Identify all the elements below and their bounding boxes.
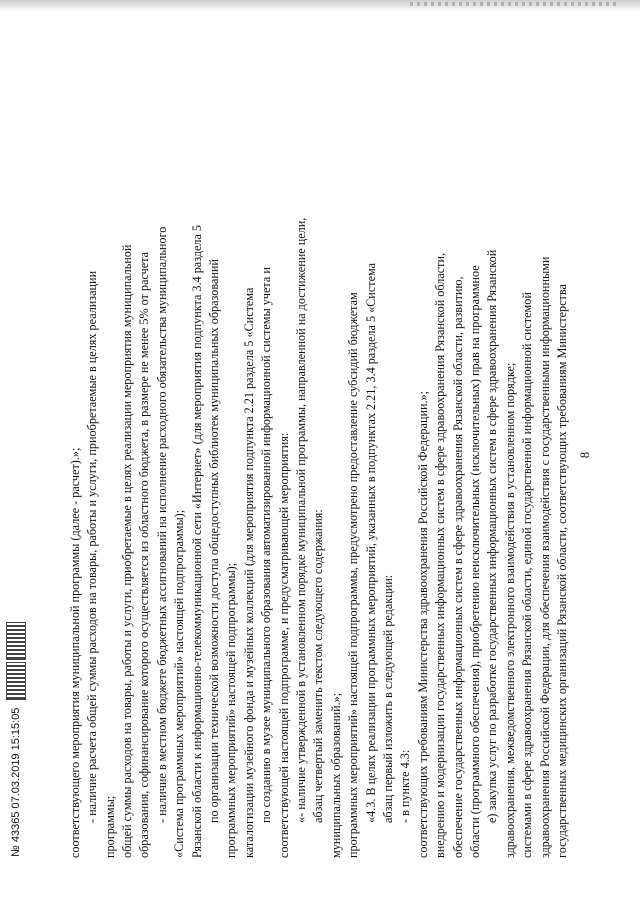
text-line: внедрению и модернизации государственных информационных систем в сфере здравоохранения Рязанской области, xyxy=(433,252,448,858)
text-line: соответствующей настоящей подпрограмме, и предусматривающей мероприятия: xyxy=(276,432,291,858)
text-line: - в пункте 4.3: xyxy=(398,749,413,823)
text-line: соответствующих требованиям Министерства здравоохранения Российской Федерации.»; xyxy=(415,390,430,858)
text-line: «4.3. В целях реализации программных мероприятий, указанных в подпунктах 2.21, 3.4 раздела 5 «Система xyxy=(363,262,378,823)
text-line: Рязанской области к информационно-телекоммуникационной сети «Интернет» (для мероприятия подпункта 3.4 раздела 5 xyxy=(189,224,204,858)
text-line: программы; xyxy=(102,795,117,858)
text-line: системами в сфере здравоохранения Рязанской области, единой государственной информационной системой xyxy=(520,292,535,858)
text-line: «- наличие утвержденной в установленном порядке муниципальной программы, направленной на достижение цели, xyxy=(294,217,308,823)
text-line: муниципальных образований.»; xyxy=(328,692,343,858)
text-line: образования, софинансирование которого осуществляется из областного бюджета, в размере не менее 5% от расчета xyxy=(137,251,152,858)
text-line: общей суммы расходов на товары, работы и услуги, приобретаемые в целях реализации мероприятия муниципальной xyxy=(120,244,134,858)
text-line: области (программного обеспечения), приобретению неисключительных (исключительных) прав на программное xyxy=(468,265,482,858)
text-line: абзац первый изложить в следующей редакции: xyxy=(381,574,395,823)
footer-doc-number: № 43365 07.03.2019 15:15:05 xyxy=(10,707,22,857)
barcode-stamp-icon xyxy=(6,622,26,660)
text-line: по организации технической возможности доступа общедоступных библиотек муниципальных образований xyxy=(207,259,221,823)
text-line: - наличие расчета общей суммы расходов на товары, работы и услуги, приобретаемые в целях реализации xyxy=(85,270,100,823)
text-line: государственных медицинских организаций Рязанской области, соответствующих требованиям Министерства xyxy=(555,284,569,858)
text-line: соответствующего мероприятия муниципальной программы (далее - расчет).»; xyxy=(67,447,82,858)
text-line: - наличие в местном бюджете бюджетных ассигнований на исполнение расходного обязательства муниципального xyxy=(154,226,169,823)
text-line: здравоохранения Российской Федерации, для обеспечения взаимодействия с государственными информационными xyxy=(537,256,552,858)
text-line: программных мероприятий» настоящей подпрограммы, предусмотрено предоставление субсидий бюджетам xyxy=(346,292,361,858)
text-line: абзац четвертый заменить текстом следующего содержания: xyxy=(311,509,326,823)
text-line: обеспечение государственных информационных систем в сфере здравоохранения Рязанской области, развитию, xyxy=(450,276,465,858)
text-line: программных мероприятий» настоящей подпрограммы); xyxy=(224,562,239,858)
barcode-stamp-icon xyxy=(6,662,26,700)
text-line: по созданию в музее муниципального образования автоматизированной информационной системы учета и xyxy=(259,267,274,823)
text-line: каталогизации музейного фонда и музейных коллекций (для мероприятия подпункта 2.21 раздела 5 «Система xyxy=(241,287,256,858)
text-line: здравоохранения, межведомственного электронного взаимодействия в установленном порядке; xyxy=(502,362,517,858)
text-line: «Система программных мероприятий» настоящей подпрограммы); xyxy=(172,509,187,858)
page-number: 8 xyxy=(578,451,592,459)
text-line: е) закупка услуг по разработке государственных информационных систем в сфере здравоохранения Рязанской xyxy=(485,249,500,823)
